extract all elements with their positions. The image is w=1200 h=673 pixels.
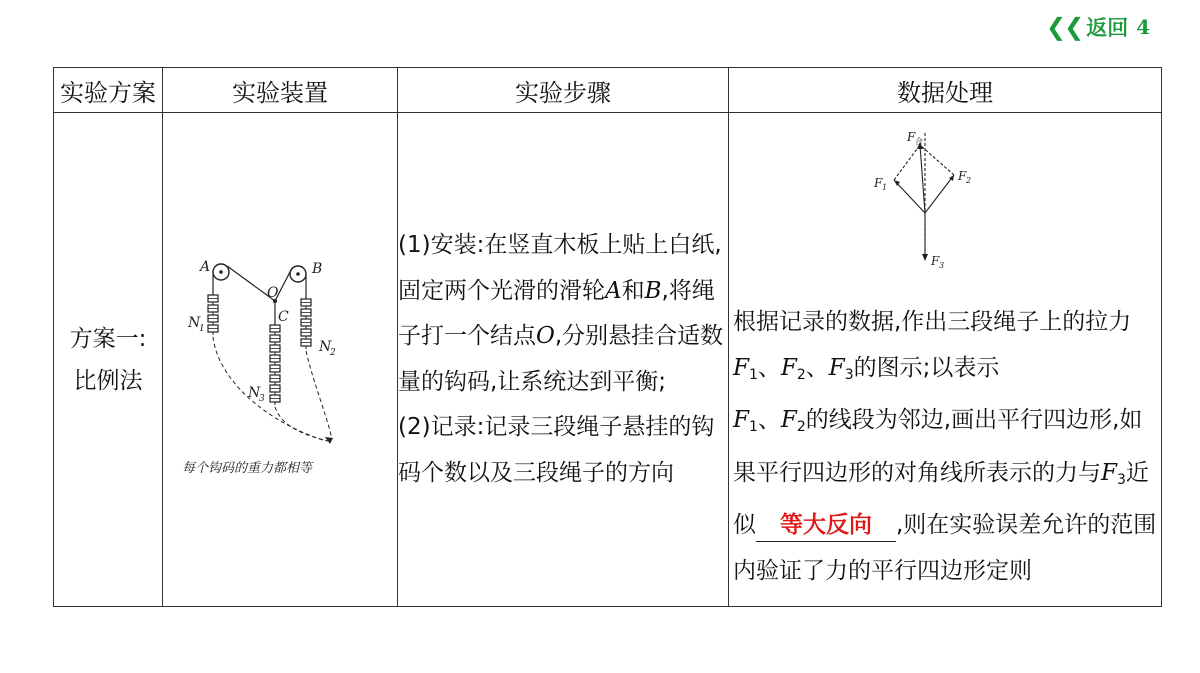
- step1-pulley-a: A: [605, 277, 622, 304]
- label-c: C: [278, 308, 289, 325]
- dp-f2b: F: [780, 407, 797, 433]
- label-n3: N: [248, 384, 261, 401]
- dp-f3b: F: [1101, 459, 1117, 486]
- step-1: [398, 223, 728, 405]
- header-steps: 实验步骤: [398, 68, 729, 113]
- label-f3-sub: 3: [939, 261, 945, 270]
- header-row: [54, 68, 1162, 113]
- step1-text-a: (1)安装:在竖直木板上贴上白纸,固定两个光滑的滑轮: [398, 232, 722, 304]
- experiment-table: [53, 67, 1162, 607]
- dp-text-5: ,则在实验误差允许的范围内验证了力的平行四边形定则: [733, 512, 1157, 584]
- header-data-processing: 数据处理: [729, 68, 1162, 113]
- weights-n1: [208, 295, 218, 335]
- label-f2-sub: 2: [966, 176, 972, 185]
- label-n2: N: [319, 338, 332, 355]
- label-n1: N: [188, 314, 201, 331]
- apparatus-cell: [163, 113, 398, 607]
- label-f2: F: [958, 169, 967, 183]
- weights-n2: [301, 299, 311, 349]
- label-o: O: [267, 284, 279, 301]
- dp-text-1: 根据记录的数据,作出三段绳子上的拉力: [733, 309, 1132, 335]
- dp-f1b: F: [733, 407, 749, 433]
- dp-f3: F: [828, 354, 845, 381]
- label-n3-sub: 3: [259, 393, 265, 404]
- step1-pulley-b: B: [644, 277, 662, 304]
- label-fhe-sub: 合: [915, 137, 923, 146]
- label-a: A: [200, 258, 211, 275]
- step1-knot-o: O: [536, 323, 555, 349]
- table-row: [54, 113, 1162, 607]
- force-f1: [894, 180, 925, 213]
- answer-blank: 等大反向: [756, 509, 896, 542]
- scheme-cell: [54, 113, 163, 607]
- label-n1-sub: 1: [199, 323, 205, 334]
- dp-text-2: 的图示;以表示: [853, 354, 1000, 381]
- dp-f1b-sub: 1: [748, 419, 758, 435]
- back-label: 返回: [1086, 16, 1129, 40]
- double-chevron-left-icon: ❮❮: [1046, 13, 1083, 41]
- dp-f3b-sub: 3: [1116, 471, 1126, 488]
- dashed-arrow-n2: [306, 351, 332, 439]
- step1-text-d: ,分别悬挂合适数量的钩码,让系统达到平衡;: [398, 323, 724, 395]
- force-parallelogram-diagram: [865, 127, 1005, 287]
- dp-f1: F: [733, 354, 749, 381]
- data-processing-cell: [729, 113, 1162, 607]
- dp-sep-2: 、: [805, 354, 829, 381]
- force-f2: [925, 175, 954, 213]
- dp-f2-sub: 2: [796, 366, 806, 383]
- dp-text-3: 的线段为邻边,画出平行四边形,如果平行四边形的对角线所表示的力与: [733, 407, 1143, 486]
- step1-text-b: 和: [621, 277, 645, 304]
- dashed-arrow-n3: [275, 407, 328, 441]
- step1-text-c: ,将绳子打一个结点: [398, 277, 715, 349]
- label-b: B: [312, 260, 323, 277]
- label-f1-sub: 1: [882, 183, 888, 192]
- label-f1: F: [874, 176, 883, 190]
- data-processing-text: [733, 300, 1159, 594]
- back-page-number: 4: [1136, 15, 1151, 39]
- dp-f2: F: [780, 354, 797, 381]
- dp-f3-sub: 3: [844, 366, 854, 383]
- dp-text-4: 近似: [733, 459, 1149, 538]
- label-fhe: F: [907, 130, 916, 144]
- header-apparatus: 实验装置: [163, 68, 398, 113]
- label-f3: F: [931, 254, 940, 268]
- force-fhe: [920, 145, 925, 213]
- steps-cell: [398, 113, 729, 607]
- scheme-line1: 方案一:: [69, 325, 147, 352]
- header-scheme: 实验方案: [54, 68, 163, 113]
- dp-sep-1: 、: [757, 354, 781, 381]
- dp-f2b-sub: 2: [796, 419, 806, 435]
- weights-n3: [270, 325, 280, 405]
- label-n2-sub: 2: [330, 347, 336, 358]
- scheme-line2: 比例法: [73, 367, 143, 394]
- step-2: (2)记录:记录三段绳子悬挂的钩码个数以及三段绳子的方向: [398, 414, 715, 486]
- dp-sep-3: 、: [757, 407, 781, 433]
- apparatus-diagram: [164, 245, 396, 475]
- apparatus-caption: 每个钩码的重力都相等: [182, 460, 313, 475]
- dp-f1-sub: 1: [748, 366, 758, 383]
- back-button[interactable]: [1046, 12, 1150, 42]
